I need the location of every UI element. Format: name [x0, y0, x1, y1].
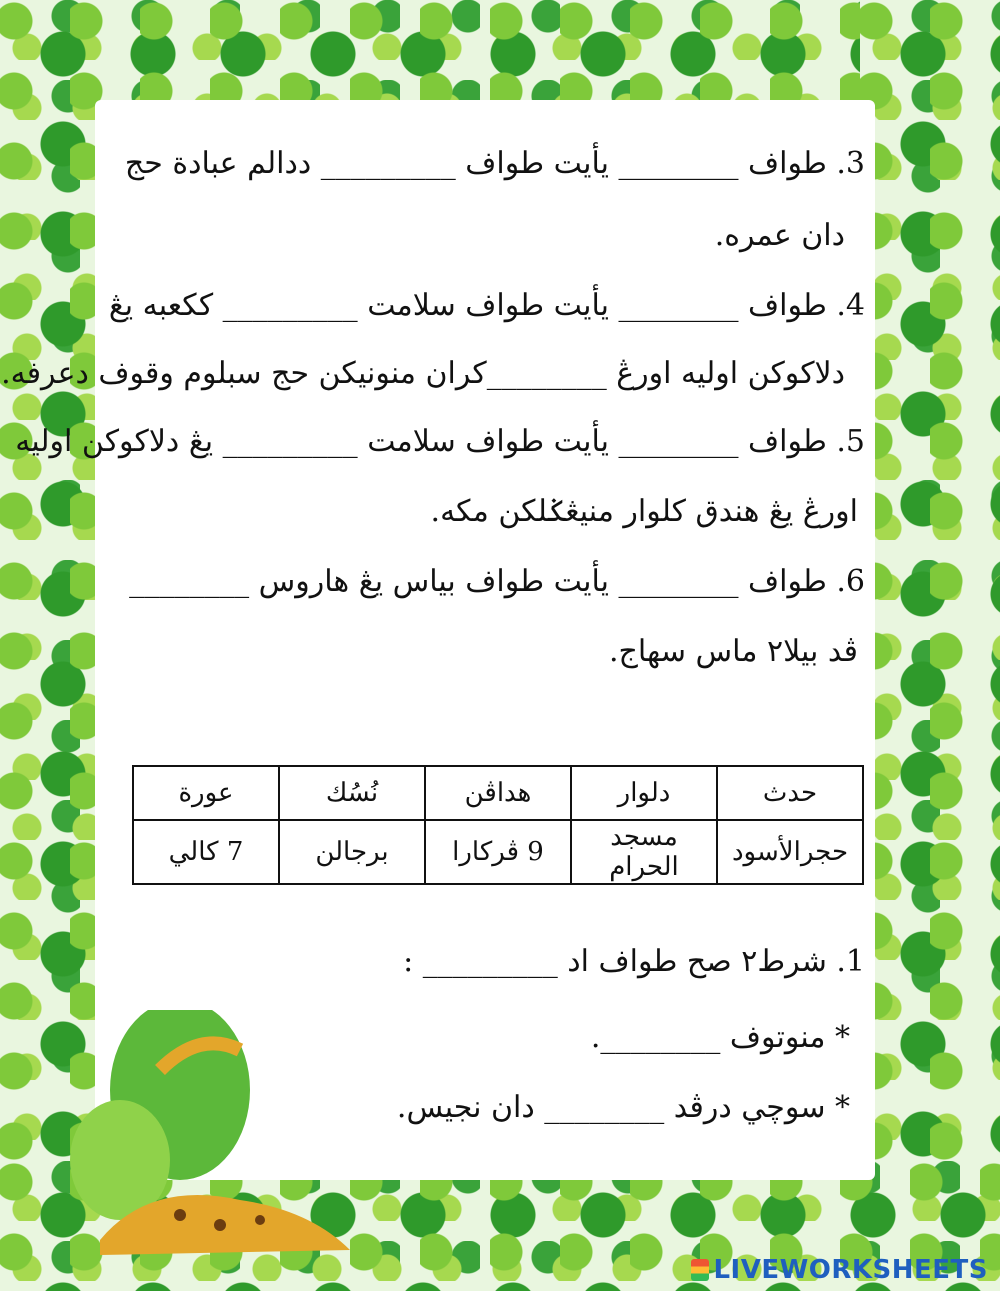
word-cell: برجالن [279, 820, 425, 884]
question-6-cont: ڤد بيلا٢ ماس سهاج. [609, 634, 858, 669]
question-4: 4. طواف ________ يأيت طواف سلامت _________ ككعبه يڠ [108, 288, 865, 323]
word-cell: 7 كالي [133, 820, 279, 884]
question-5-cont: اورڠ يڠ هندق كلوار منيڠݢلكن مكه. [430, 494, 858, 529]
logo-icon [691, 1259, 709, 1281]
word-bank-table [132, 765, 864, 885]
question-3-cont: دان عمره. [714, 218, 845, 253]
word-cell: دلوار [571, 766, 717, 820]
question-4-cont: دلاکوکن اوليه اورڠ ________كران منونيكن حج سبلوم وقوف دعرفه. [1, 356, 845, 391]
word-cell: 9 ڤركارا [425, 820, 571, 884]
table-row [133, 820, 863, 884]
jungle-border-right [860, 0, 1000, 1291]
word-cell: مسجد الحرام [571, 820, 717, 884]
word-cell: حدث [717, 766, 863, 820]
part2-question-1: 1. شرط٢ صح طواف اد _________ : [403, 944, 865, 979]
word-cell: نُسُك [279, 766, 425, 820]
part2-bullet-1: * منوتوف ________. [590, 1020, 850, 1055]
liveworksheets-logo: LIVEWORKSHEETS [691, 1255, 988, 1285]
question-3: 3. طواف ________ يأيت طواف _________ ددالم عبادة حج [124, 146, 865, 181]
word-cell: عورة [133, 766, 279, 820]
question-6: 6. طواف ________ يأيت طواف بياس يڠ هاروس ________ [129, 564, 865, 599]
table-row [133, 766, 863, 820]
word-cell: حجرالأسود [717, 820, 863, 884]
part2-bullet-2: * سوچي درڤد ________ دان نجيس. [396, 1090, 850, 1125]
question-5: 5. طواف ________ يأيت طواف سلامت _________ يڠ دلاکوکن اوليه [15, 424, 865, 459]
leopard-illustration [60, 1010, 360, 1260]
word-cell: هداڤن [425, 766, 571, 820]
